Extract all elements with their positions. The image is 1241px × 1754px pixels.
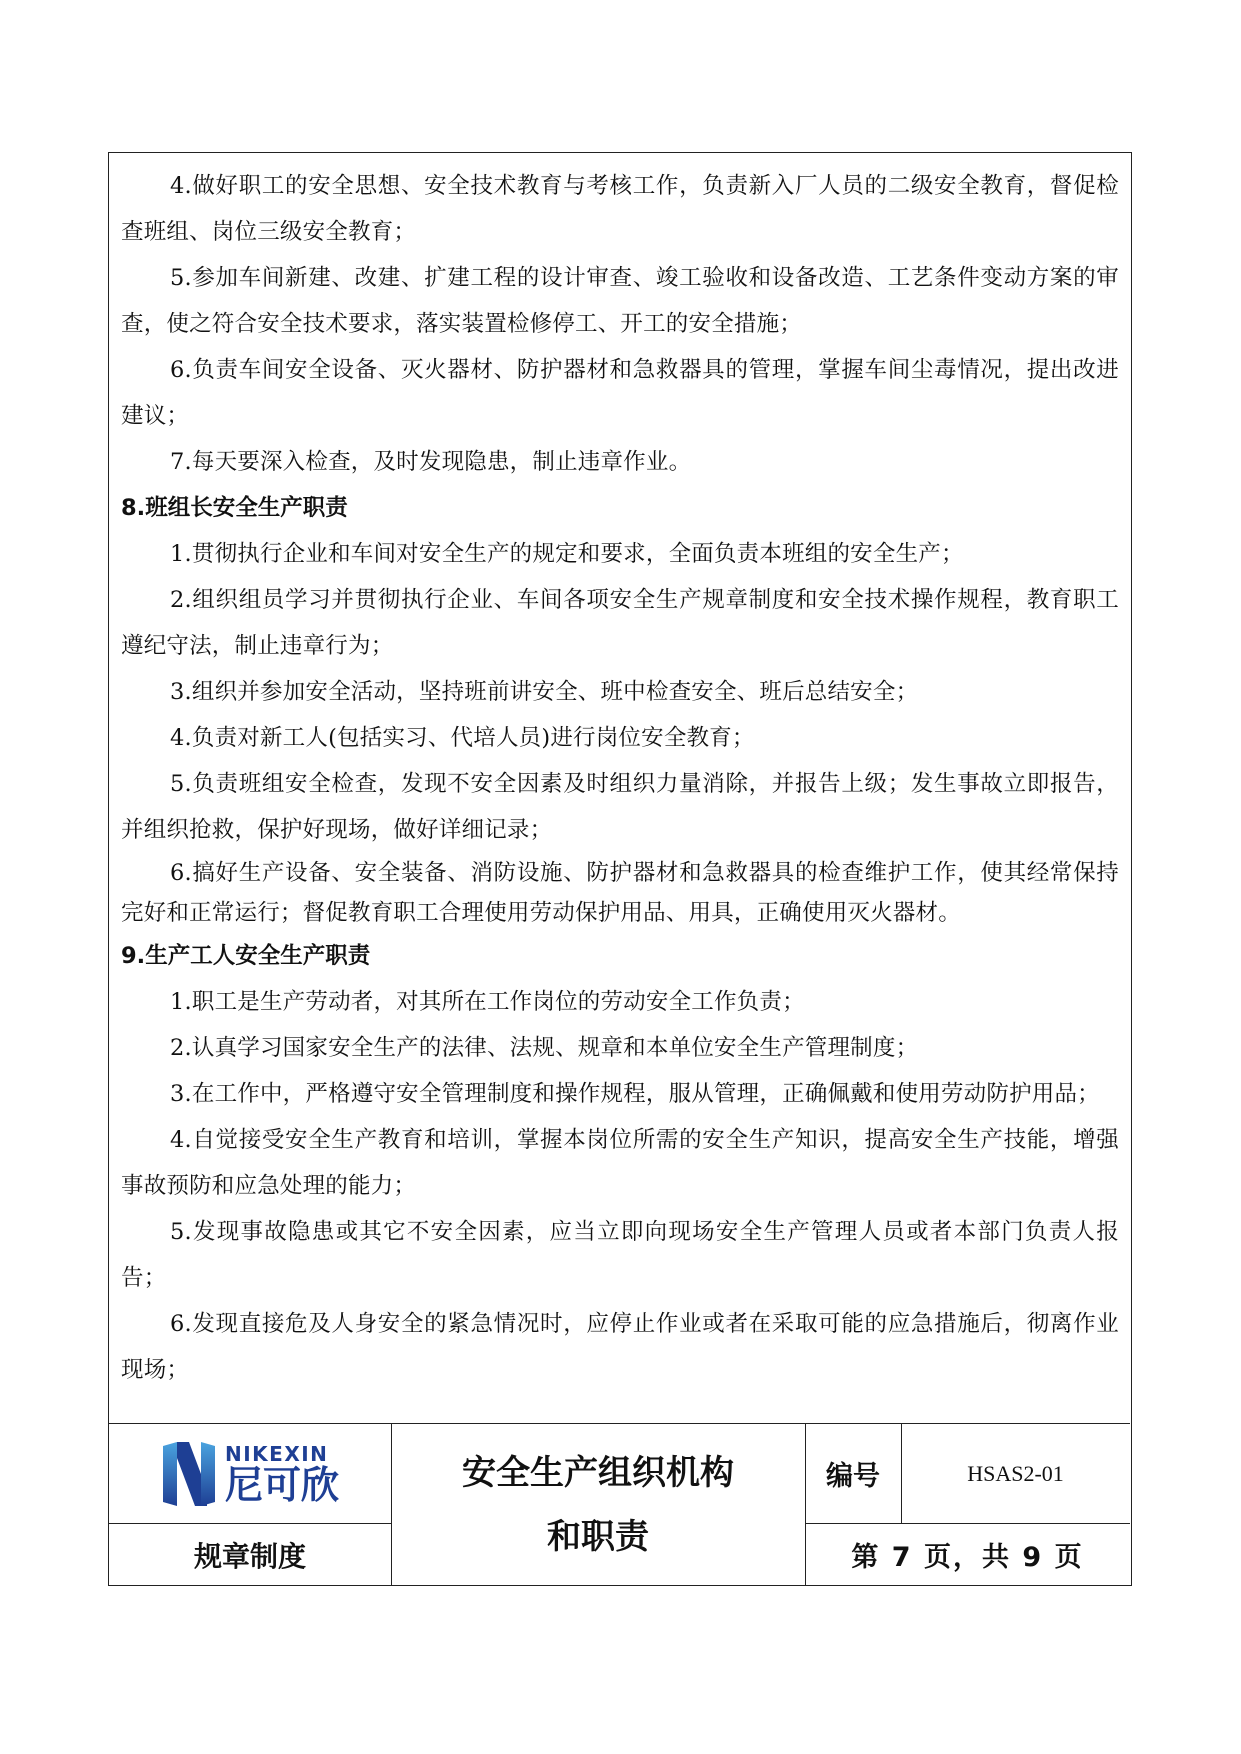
document-category: 规章制度 xyxy=(193,1539,306,1573)
section-heading: 9.生产工人安全生产职责 xyxy=(121,943,371,969)
page-indicator: 第 7 页，共 9 页 xyxy=(851,1542,1084,1573)
document-frame xyxy=(108,152,1132,1586)
logo-cell xyxy=(109,1424,391,1523)
body-paragraph: 4.做好职工的安全思想、安全技术教育与考核工作，负责新入厂人员的二级安全教育，督促检查班组、岗位三级安全教育； xyxy=(121,173,1119,245)
body-paragraph: 6.搞好生产设备、安全装备、消防设施、防护器材和急救器具的检查维护工作，使其经常保持完好和正常运行；督促教育职工合理使用劳动保护用品、用具，正确使用灭火器材。 xyxy=(121,860,1119,926)
logo-n-mark-icon xyxy=(161,1440,219,1508)
document-code-value: HSAS2-01 xyxy=(967,1460,1064,1486)
body-paragraph: 2.组织组员学习并贯彻执行企业、车间各项安全生产规章制度和安全技术操作规程，教育职工遵纪守法，制止违章行为； xyxy=(121,587,1119,659)
body-paragraph: 2.认真学习国家安全生产的法律、法规、规章和本单位安全生产管理制度； xyxy=(170,1035,919,1061)
document-code-label: 编号 xyxy=(826,1461,880,1492)
company-logo xyxy=(161,1440,339,1508)
logo-wordmark-en: NIKEXIN xyxy=(224,1441,329,1466)
section-heading: 8.班组长安全生产职责 xyxy=(121,495,348,521)
document-body xyxy=(109,153,1133,1423)
document-title-line2: 和职责 xyxy=(547,1517,649,1557)
body-paragraph: 6.发现直接危及人身安全的紧急情况时，应停止作业或者在采取可能的应急措施后，彻离作业现场； xyxy=(121,1311,1119,1383)
document-title xyxy=(391,1424,805,1586)
body-paragraph: 1.贯彻执行企业和车间对安全生产的规定和要求，全面负责本班组的安全生产； xyxy=(170,541,964,567)
logo-wordmark-cn: 尼可欣 xyxy=(224,1462,339,1507)
body-paragraph: 7.每天要深入检查，及时发现隐患，制止违章作业。 xyxy=(170,449,692,475)
body-paragraph: 4.自觉接受安全生产教育和培训，掌握本岗位所需的安全生产知识，提高安全生产技能，增强事故预防和应急处理的能力； xyxy=(121,1127,1119,1199)
document-title-line1: 安全生产组织机构 xyxy=(462,1453,734,1493)
body-paragraph: 1.职工是生产劳动者，对其所在工作岗位的劳动安全工作负责； xyxy=(170,989,805,1015)
body-paragraph: 3.在工作中，严格遵守安全管理制度和操作规程，服从管理，正确佩戴和使用劳动防护用品； xyxy=(170,1081,1100,1107)
body-paragraph: 4.负责对新工人(包括实习、代培人员)进行岗位安全教育； xyxy=(170,725,755,751)
body-paragraph: 3.组织并参加安全活动，坚持班前讲安全、班中检查安全、班后总结安全； xyxy=(170,679,919,705)
body-paragraph: 6.负责车间安全设备、灭火器材、防护器材和急救器具的管理，掌握车间尘毒情况，提出改进建议； xyxy=(121,357,1119,429)
body-paragraph: 5.参加车间新建、改建、扩建工程的设计审查、竣工验收和设备改造、工艺条件变动方案的审查，使之符合安全技术要求，落实装置检修停工、开工的安全措施； xyxy=(121,265,1119,337)
document-footer-table xyxy=(109,1423,1130,1585)
body-paragraph: 5.负责班组安全检查，发现不安全因素及时组织力量消除，并报告上级；发生事故立即报告，并组织抢救，保护好现场，做好详细记录； xyxy=(121,771,1119,843)
body-paragraph: 5.发现事故隐患或其它不安全因素，应当立即向现场安全生产管理人员或者本部门负责人报告； xyxy=(121,1219,1119,1291)
